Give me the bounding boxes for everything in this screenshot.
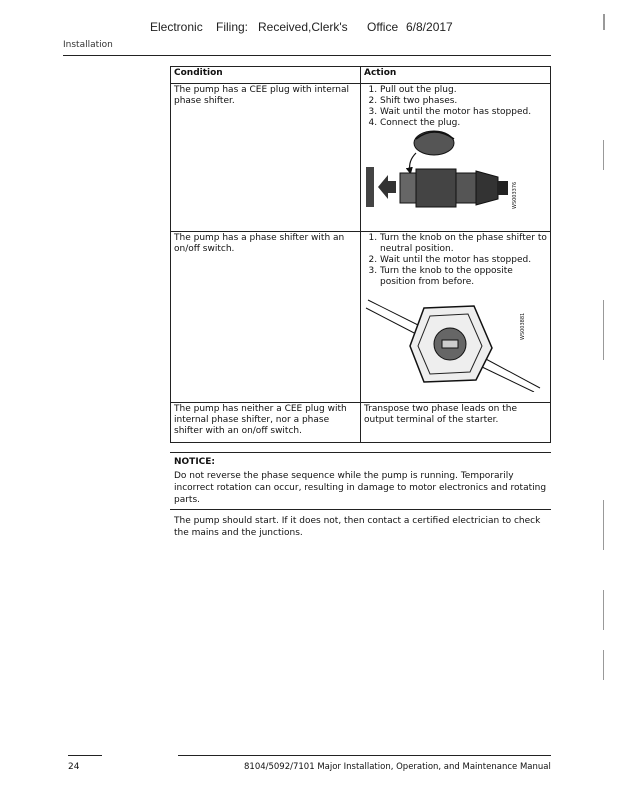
filing-word: Received,Clerk's [258, 20, 348, 34]
table-header-row [171, 67, 551, 84]
scan-edge-mark [603, 14, 605, 30]
footer-rule-right [178, 755, 551, 756]
column-header-condition: Condition [171, 67, 361, 84]
table-row [171, 232, 551, 403]
phase-shifter-figure [364, 288, 547, 396]
action-cell [361, 232, 551, 403]
phase-shifter-illustration [364, 288, 544, 392]
scan-edge-mark [603, 300, 604, 360]
column-header-action: Action [361, 67, 551, 84]
cee-plug-figure [364, 129, 547, 223]
action-step: 2. Shift two phases. [380, 96, 547, 107]
filing-word: Electronic [150, 20, 203, 34]
section-title: Installation [63, 40, 113, 50]
action-cell [361, 84, 551, 232]
figure-code: WS003881 [520, 312, 526, 340]
body-paragraph: The pump should start. If it does not, then contact a certified electrician to check the mains and the junctions. [174, 516, 541, 538]
footer-title: 8104/5092/7101 Major Installation, Operation, and Maintenance Manual [244, 762, 551, 772]
scan-edge-mark [603, 590, 604, 630]
action-step: 4. Connect the plug. [380, 118, 547, 129]
figure-code: WS003376 [512, 181, 518, 209]
scan-edge-mark [603, 500, 604, 550]
notice-text: Do not reverse the phase sequence while the pump is running. Temporarily incorrect rotation can occur, resulting in damage to motor electronics and rotating parts. [174, 471, 547, 505]
action-steps [364, 85, 547, 129]
footer-rule-left [68, 755, 102, 756]
action-step: 3. Turn the knob to the opposite position from before. [380, 266, 547, 288]
cee-plug-illustration [364, 129, 536, 219]
filing-word: 6/8/2017 [406, 20, 453, 34]
condition-cell: The pump has a phase shifter with an on/off switch. [171, 232, 361, 403]
action-cell: Transpose two phase leads on the output terminal of the starter. [361, 403, 551, 443]
header-rule [63, 55, 551, 56]
scan-edge-mark [603, 650, 604, 680]
notice-rule-top [170, 452, 551, 453]
scan-edge-mark [603, 140, 604, 170]
condition-action-table [170, 66, 551, 443]
notice-rule-bottom [170, 509, 551, 510]
notice-title: NOTICE: [174, 457, 216, 467]
action-step: 2. Wait until the motor has stopped. [380, 255, 547, 266]
action-step: 3. Wait until the motor has stopped. [380, 107, 547, 118]
condition-cell: The pump has a CEE plug with internal phase shifter. [171, 84, 361, 232]
table-row [171, 403, 551, 443]
condition-cell: The pump has neither a CEE plug with internal phase shifter, nor a phase shifter with an on/off switch. [171, 403, 361, 443]
filing-word: Office [367, 20, 399, 34]
page-number: 24 [68, 762, 80, 772]
table-row [171, 84, 551, 232]
action-step: 1. Turn the knob on the phase shifter to neutral position. [380, 233, 547, 255]
filing-word: Filing: [216, 20, 249, 34]
action-steps [364, 233, 547, 288]
action-step: 1. Pull out the plug. [380, 85, 547, 96]
